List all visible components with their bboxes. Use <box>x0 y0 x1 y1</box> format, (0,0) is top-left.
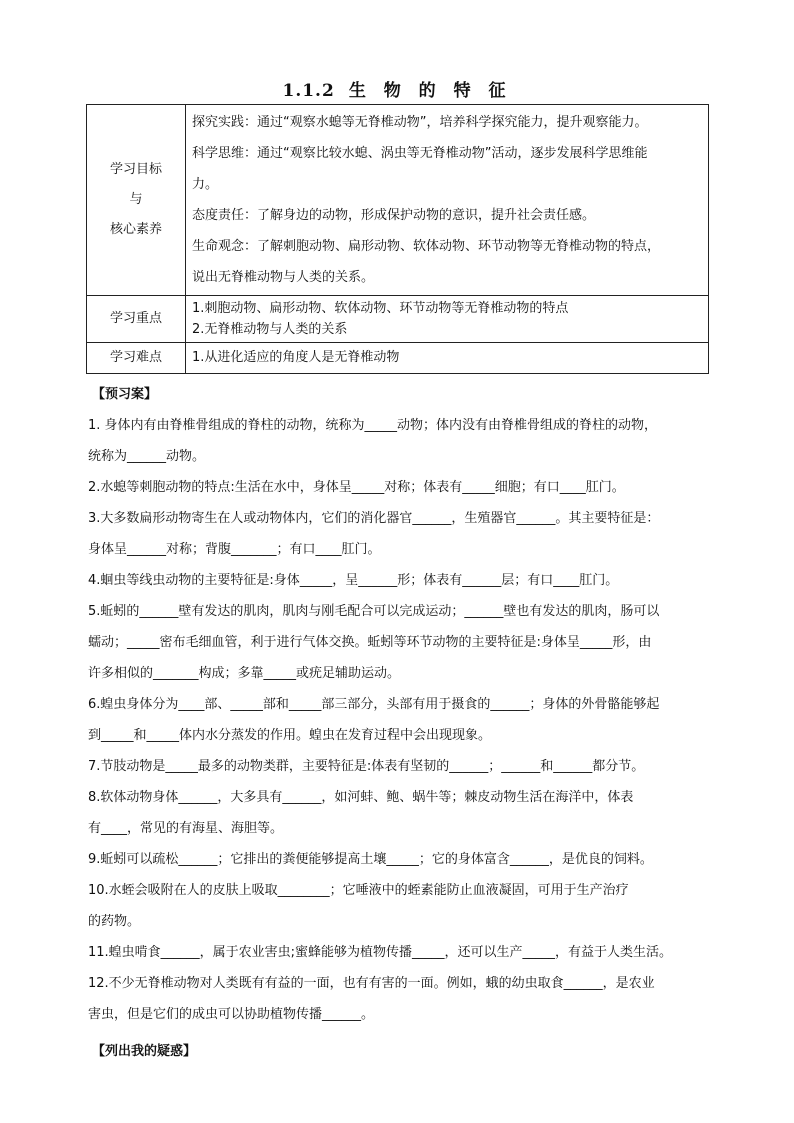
item-line: 许多相似的_______构成；多靠_____或疣足辅助运动。 <box>88 666 401 681</box>
item-line: 10.水蛭会吸附在人的皮肤上吸取________；它唾液中的蛭素能防止血液凝固，可用于生产治疗 <box>88 883 629 898</box>
preview-item <box>88 596 712 689</box>
preview-item <box>88 472 712 503</box>
item-line: 8.软体动物身体______，大多具有______，如河蚌、鲍、蜗牛等；棘皮动物生活在海洋中，体表 <box>88 790 634 805</box>
objectives-label-cell <box>87 105 186 296</box>
preview-item <box>88 968 712 1030</box>
preview-item <box>88 689 712 751</box>
preview-item <box>88 937 712 968</box>
preview-item <box>88 410 712 472</box>
item-line: 身体呈______对称；背腹_______；有口____肛门。 <box>88 542 381 557</box>
difficulties-content <box>186 343 709 374</box>
item-line: 11.蝗虫啃食______，属于农业害虫;蜜蜂能够为植物传播_____，还可以生产_____，有益于人类生活。 <box>88 945 673 960</box>
page-title <box>0 76 794 101</box>
item-line: 到_____和_____体内水分蒸发的作用。蝗虫在发育过程中会出现现象。 <box>88 728 492 743</box>
objectives-label-line: 与 <box>129 192 143 207</box>
preview-item <box>88 565 712 596</box>
item-line: 12.不少无脊椎动物对人类既有有益的一面，也有有害的一面。例如，蛾的幼虫取食______，是农业 <box>88 976 655 991</box>
item-line: 统称为______动物。 <box>88 449 206 464</box>
objectives-content-cell <box>186 105 709 296</box>
item-line: 9.蚯蚓可以疏松______；它排出的粪便能够提高土壤_____；它的身体富含______，是优良的饲料。 <box>88 852 653 867</box>
item-line: 1. 身体内有由脊椎骨组成的脊柱的动物，统称为_____动物；体内没有由脊椎骨组成的脊柱的动物， <box>88 418 658 433</box>
item-line: 蠕动；_____密布毛细血管，利于进行气体交换。蚯蚓等环节动物的主要特征是:身体呈_____形，由 <box>88 635 652 650</box>
item-line: 7.节肢动物是_____最多的动物类群，主要特征是:体表有坚韧的______；______和______都分节。 <box>88 759 645 774</box>
objective-line: 力。 <box>192 177 219 192</box>
key-points-row <box>87 296 709 343</box>
preview-item <box>88 875 712 937</box>
preview-heading: 【预习案】 <box>92 387 158 402</box>
preview-item <box>88 782 712 844</box>
preview-item <box>88 844 712 875</box>
difficulties-label: 学习难点 <box>87 343 186 374</box>
item-line: 3.大多数扁形动物寄生在人或动物体内，它们的消化器官______，生殖器官______。其主要特征是： <box>88 511 660 526</box>
doubts-heading: 【列出我的疑惑】 <box>92 1044 197 1059</box>
lesson-title: 生 物 的 特 征 <box>348 81 512 101</box>
key-points-content <box>186 296 709 343</box>
lesson-number: 1.1.2 <box>282 81 335 101</box>
objective-line: 生命观念：了解刺胞动物、扁形动物、软体动物、环节动物等无脊椎动物的特点， <box>192 239 661 254</box>
item-line: 5.蚯蚓的______壁有发达的肌肉，肌肉与刚毛配合可以完成运动；______壁也有发达的肌肉，肠可以 <box>88 604 660 619</box>
difficulties-row <box>87 343 709 374</box>
item-line: 6.蝗虫身体分为____部、_____部和_____部三部分，头部有用于摄食的______；身体的外骨骼能够起 <box>88 697 660 712</box>
item-line: 4.蛔虫等线虫动物的主要特征是:身体_____，呈______形；体表有______层；有口____肛门。 <box>88 573 619 588</box>
item-line: 有____，常见的有海星、海胆等。 <box>88 821 284 836</box>
objective-line: 科学思维：通过“观察比较水螅、涡虫等无脊椎动物”活动，逐步发展科学思维能 <box>192 146 648 161</box>
objectives-label-line: 学习目标 <box>109 162 162 177</box>
item-line: 害虫，但是它们的成虫可以协助植物传播______。 <box>88 1007 375 1022</box>
objectives-row <box>87 105 709 296</box>
item-line: 2.水螅等刺胞动物的特点:生活在水中，身体呈_____对称；体表有_____细胞；有口____肛门。 <box>88 480 625 495</box>
objective-line: 探究实践：通过“观察水螅等无脊椎动物”，培养科学探究能力，提升观察能力。 <box>192 115 648 130</box>
objectives-table <box>86 104 709 374</box>
item-line: 的药物。 <box>88 914 141 929</box>
key-points-label: 学习重点 <box>87 296 186 343</box>
objective-line: 态度责任：了解身边的动物，形成保护动物的意识，提升社会责任感。 <box>192 208 596 223</box>
preview-item <box>88 751 712 782</box>
objectives-label-line: 核心素养 <box>109 222 162 237</box>
difficulty-line: 1.从进化适应的角度人是无脊椎动物 <box>192 350 400 365</box>
objective-line: 说出无脊椎动物与人类的关系。 <box>192 270 375 285</box>
key-point-line: 2.无脊椎动物与人类的关系 <box>192 322 348 337</box>
preview-item <box>88 503 712 565</box>
key-point-line: 1.刺胞动物、扁形动物、软体动物、环节动物等无脊椎动物的特点 <box>192 301 569 316</box>
preview-items <box>88 410 712 1030</box>
